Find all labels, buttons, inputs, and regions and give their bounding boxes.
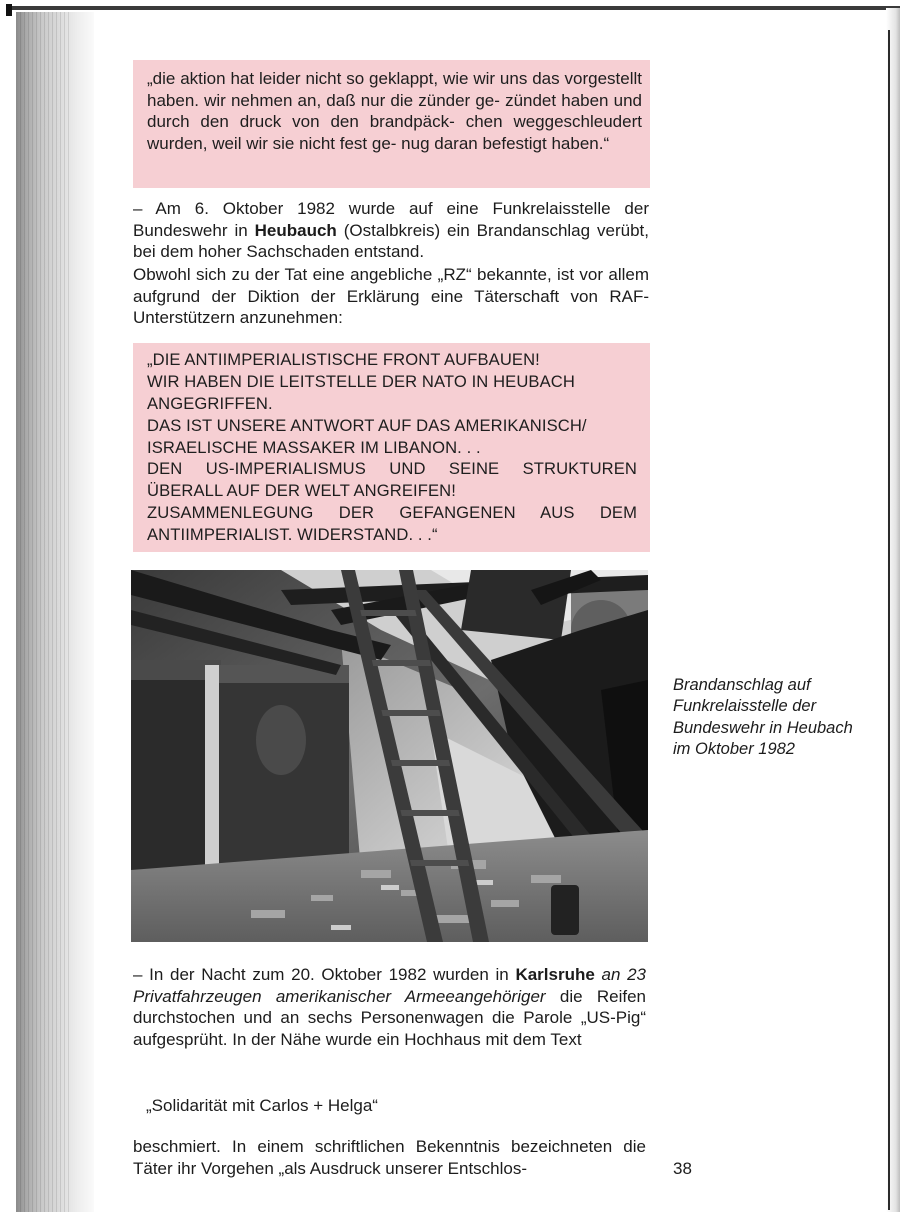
quote-1-text (147, 68, 642, 154)
quote-2-line: DAS IST UNSERE ANTWORT AUF DAS AMERIKANISCH/ (147, 416, 587, 435)
quote-2-line: DEN US-IMPERIALISMUS UND SEINE STRUKTUREN (147, 459, 637, 478)
page-number: 38 (673, 1159, 692, 1178)
paragraph-text: (Ostalbkreis) ein Brandanschlag verübt, bei dem hoher Sachschaden entstand. (133, 220, 649, 262)
burnt-building-photo-image (131, 570, 648, 942)
paragraph-italic-text: an 23 Privatfahrzeugen amerikanischer Armeeangehöriger (133, 965, 646, 1006)
quote-2-line: ÜBERALL AUF DER WELT ANGREIFEN! (147, 481, 456, 500)
paragraph-text: – In der Nacht zum 20. Oktober 1982 wurden in (133, 965, 516, 984)
scan-top-edge (8, 6, 900, 10)
place-name-bold: Heubauch (254, 220, 337, 240)
caption-line: Brandanschlag auf (673, 676, 811, 694)
quote-highlight-1 (133, 60, 650, 188)
burnt-building-photo (131, 570, 648, 942)
quote-1-line: chen weggeschleudert wurden, weil wir sie nicht fest ge- (147, 112, 642, 153)
photo-caption (673, 675, 888, 761)
quote-2-line: ISRAELISCHE MASSAKER IM LIBANON. . . (147, 438, 481, 457)
quote-2-line: ANTIIMPERIALIST. WIDERSTAND. . .“ (147, 525, 438, 544)
quote-2-line: ZUSAMMENLEGUNG DER GEFANGENEN AUS DEM (147, 503, 637, 522)
quote-1-line: vorgestellt haben. wir nehmen an, daß nur die zünder ge- (147, 69, 642, 110)
paragraph-confession: beschmiert. In einem schriftlichen Bekenntnis bezeichneten die Täter ihr Vorgehen „als Ausdruck unserer Entschlos- (133, 1137, 646, 1178)
quote-1-line: „die aktion hat leider nicht so geklappt, wie wir uns das (147, 69, 560, 88)
quote-highlight-2 (133, 343, 650, 552)
caption-line: Funkrelaisstelle der (673, 697, 817, 716)
quote-2-line: „DIE ANTIIMPERIALISTISCHE FRONT AUFBAUEN! (147, 350, 540, 369)
scan-corner-mark (6, 4, 12, 16)
quote-2-line: WIR HABEN DIE LEITSTELLE DER NATO IN HEUBACH (147, 372, 575, 391)
paragraph-text: die Reifen durchstochen und an sechs Personenwagen die Parole „US-Pig“ aufgesprüht. In der Nähe wurde ein Hochhaus mit dem Text (133, 986, 646, 1049)
quote-2-line: ANGEGRIFFEN. (147, 394, 273, 413)
graffiti-quote: „Solidarität mit Carlos + Helga“ (146, 1096, 378, 1115)
paragraph-attribution: Obwohl sich zu der Tat eine angebliche „RZ“ bekannte, ist vor allem aufgrund der Diktion der Erklärung eine Täterschaft von RAF-Unterstützern anzunehmen: (133, 265, 649, 328)
paragraph-text: – Am 6. Oktober 1982 wurde auf eine Funkrelaisstelle der Bundeswehr in (133, 199, 649, 240)
place-name-bold: Karlsruhe (515, 965, 595, 984)
paragraph-karlsruhe (133, 964, 646, 1050)
quote-1-line: zündet haben und durch den druck von den brandpäck- (147, 90, 642, 132)
right-edge-line (888, 30, 890, 1210)
caption-line: Bundeswehr in Heubach (673, 718, 853, 737)
paragraph-heubach (133, 198, 649, 263)
caption-line: im Oktober 1982 (673, 740, 795, 759)
book-page-edges (20, 12, 70, 1212)
quote-1-line: nug daran befestigt haben.“ (401, 133, 610, 153)
